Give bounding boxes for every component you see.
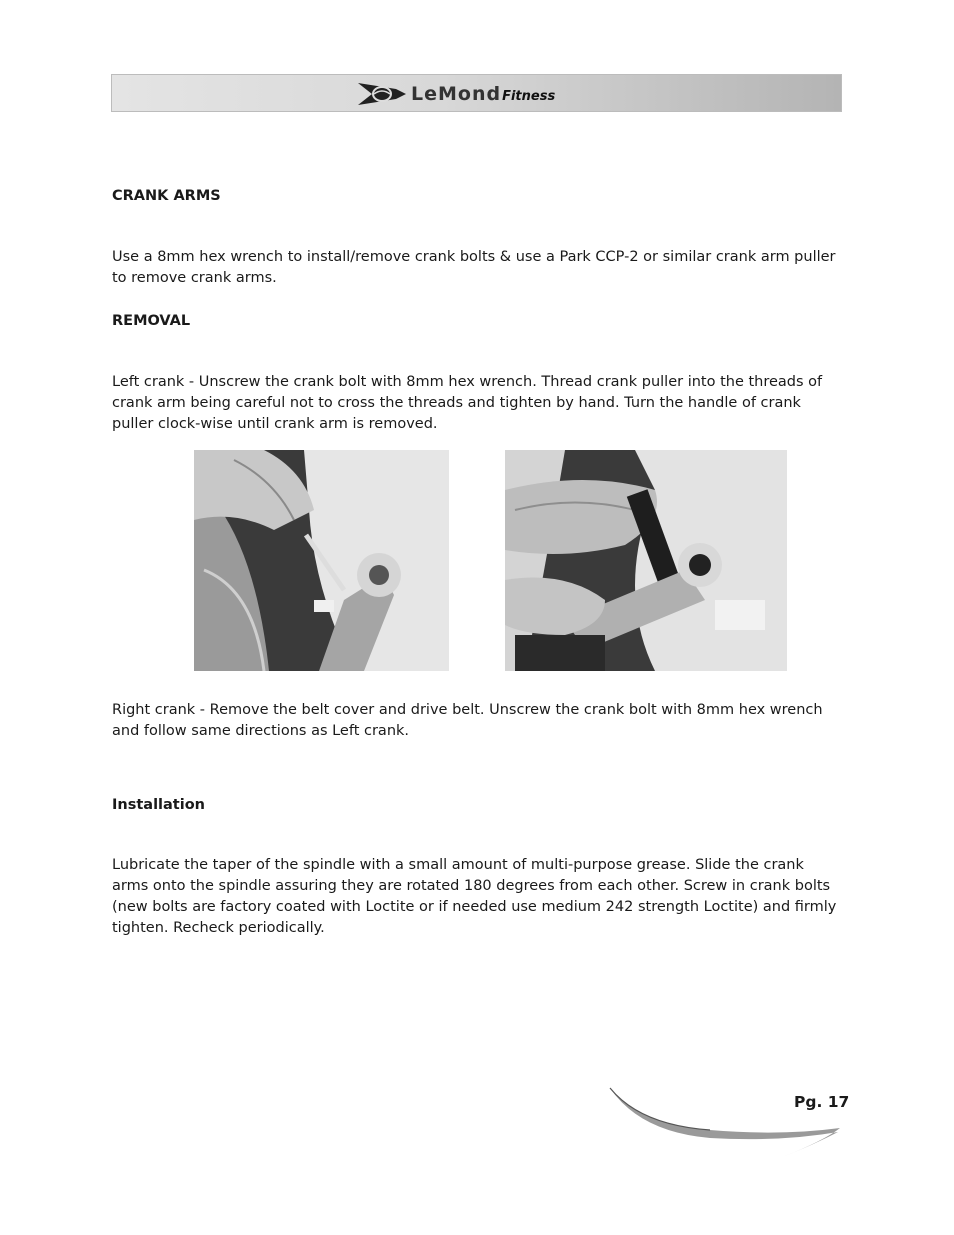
photo-left-crank-illustration	[194, 450, 449, 671]
installation-heading: Installation	[112, 797, 205, 813]
lemond-swoosh-icon	[356, 79, 408, 109]
crank-arms-heading: CRANK ARMS	[112, 188, 221, 204]
left-crank-paragraph: Left crank - Unscrew the crank bolt with 8mm hex wrench. Thread crank puller into the threads of crank arm being careful not to cross the threads and tighten by hand. Turn the handle of crank puller clock-wise until crank arm is removed.	[112, 374, 823, 432]
header-bar	[111, 74, 842, 112]
brand-logo	[356, 77, 555, 111]
logo-subtitle: Fitness	[502, 88, 556, 104]
installation-paragraph: Lubricate the taper of the spindle with a small amount of multi-purpose grease. Slide the crank arms onto the spindle assuring they are rotated 180 degrees from each other. Screw in crank bolts (new bolts are factory coated with Loctite or if needed use medium 242 strength Loctite) and firmly tighten. Recheck periodically.	[112, 857, 837, 936]
right-crank-paragraph: Right crank - Remove the belt cover and drive belt. Unscrew the crank bolt with 8mm hex wrench and follow same directions as Left crank.	[112, 702, 823, 739]
photo-crank-puller-illustration	[505, 450, 787, 671]
removal-heading: REMOVAL	[112, 313, 191, 329]
page-number: Pg. 17	[794, 1093, 850, 1111]
logo-wordmark: LeMond	[411, 83, 502, 105]
photo-crank-puller	[505, 450, 787, 671]
intro-paragraph: Use a 8mm hex wrench to install/remove crank bolts & use a Park CCP-2 or similar crank arm puller to remove crank arms.	[112, 249, 836, 286]
photo-left-crank-removal	[194, 450, 449, 671]
